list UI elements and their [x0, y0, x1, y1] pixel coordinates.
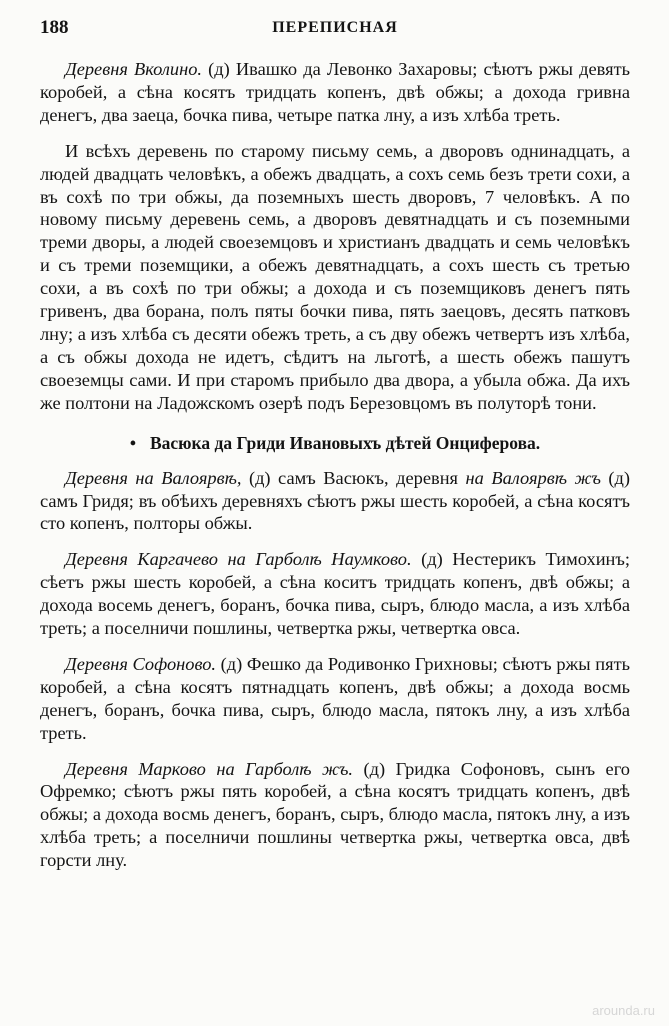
section-heading [40, 431, 630, 455]
place-name: Деревня Марково на Гарболѣ жъ. [65, 758, 354, 779]
entry-text: (д) Фешко да Родивонко Грихновы; сѣютъ ржы пять коробей, а сѣна косятъ пятнадцать копенъ, двѣ обжы; а дохода восмь денегъ, боранъ, бочка пива, сыръ, блюдо масла, пятокъ лну, а изъ хлѣба треть. [40, 653, 630, 743]
page-number: 188 [40, 17, 69, 38]
entry-valoyarve [40, 467, 630, 536]
place-name: на Валоярвѣ жъ [465, 467, 601, 488]
place-name: Деревня Софоново. [65, 653, 216, 674]
entry-text: (д) Нестерикъ Тимохинъ; сѣетъ ржы шесть коробей, а сѣна коситъ тридцать копенъ, двѣ обжы; а дохода восемь денегъ, боранъ, бочка пива, сыръ, блюдо масла, а изъ хлѣба треть; а поселничи пошлины, четвертка ржы, четвертка овса. [40, 549, 631, 639]
entry-vkolino [40, 58, 630, 127]
entry-kargachevo [40, 548, 630, 640]
entry-text: (д) самъ Гридя; въ обѣихъ деревняхъ сѣютъ ржы шесть коробей, а сѣна косятъ сто копенъ, полторы обжы. [40, 467, 631, 534]
watermark: arounda.ru [592, 1003, 655, 1018]
place-name: Деревня на Валоярвѣ, [65, 467, 242, 488]
entry-sofonovo [40, 653, 630, 745]
entry-text: (д) Ивашко да Левонко Захаровы; сѣютъ ржы девять коробей, а сѣна косятъ тридцать копенъ, двѣ обжы; а дохода гривна денегъ, два заеца, бочка пива, четыре патка лну, а изъ хлѣба треть. [40, 59, 630, 125]
summary-paragraph [40, 140, 630, 415]
entry-markovo [40, 758, 630, 873]
bullet-icon: • [129, 432, 136, 453]
entry-text: (д) самъ Васюкъ, деревня [241, 467, 466, 488]
running-title: ПЕРЕПИСНАЯ [272, 19, 398, 36]
place-name: Деревня Каргачево на Гарболѣ Наумково. [65, 549, 412, 570]
place-name: Деревня Вколино. [65, 59, 203, 79]
entry-text: (д) Гридка Софоновъ, сынъ его Офремко; сѣютъ ржы пять коробей, а сѣна косятъ тридцать копенъ, двѣ обжы; а дохода восмь денегъ, боранъ, сыръ, блюдо масла, пятокъ лну, а изъ хлѣба треть; а поселничи пошлины четвертка ржы, четвертка овса, двѣ горсти лну. [40, 758, 631, 871]
section-heading-text: Васюка да Гриди Ивановыхъ дѣтей Онциферова. [149, 432, 541, 453]
page-body [40, 58, 630, 885]
summary-text: И всѣхъ деревень по старому письму семь, а дворовъ однинадцать, а людей двадцать человѣкъ, а обежъ двадцать, а сохъ семь безъ трети сохи, а въ сохѣ по три обжы, да поземныхъ шесть дворовъ, 7 человѣкъ. А по новому письму деревень семь, а дворовъ девятнадцать и съ поземными треми дворы, а людей своеземцовъ и христианъ двадцать и семь человѣкъ и съ треми поземщики, а обежъ девятнадцать, а сохъ шесть съ третью сохи, а въ сохѣ по три обжы; а дохода и съ поземщиковъ денегъ пять гривенъ, два борана, полъ пяты бочки пива, пять заецовъ, десять патковъ лну; а изъ хлѣба съ десяти обежъ треть, а съ дву обежъ четвертъ изъ хлѣба, а съ обжы дохода не идетъ, сѣдитъ на льготѣ, а шесть обежъ пашутъ своеземцы сами. И при старомъ прибыло два двора, а убыла обжа. Да ихъ же полтони на Ладожскомъ озерѣ подъ Березовцомъ въ полуторѣ тони. [40, 140, 630, 413]
page-header [40, 17, 630, 43]
